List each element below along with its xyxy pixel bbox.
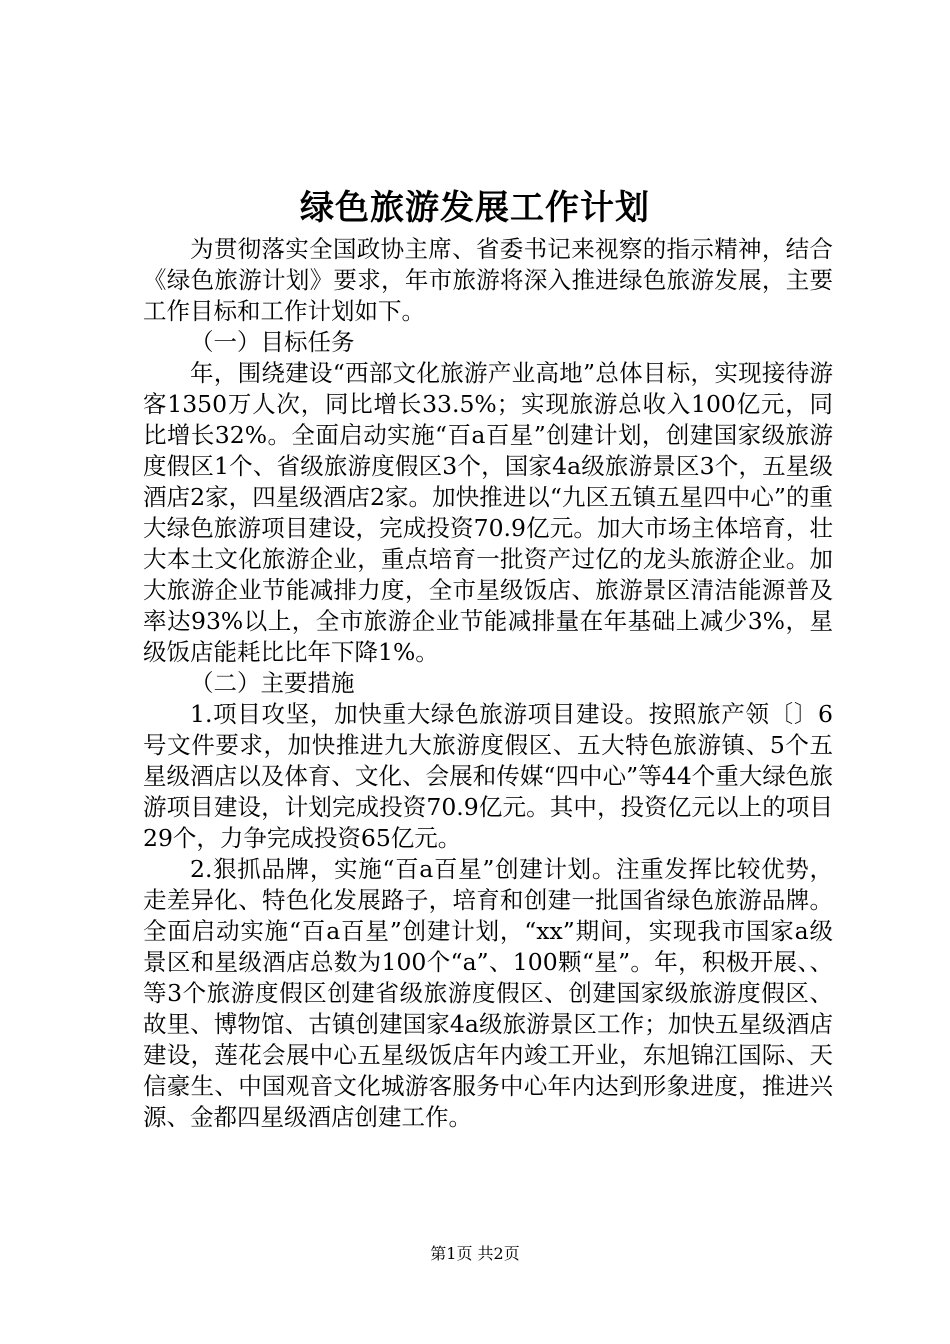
document-body	[143, 234, 833, 1133]
section-heading-measures: （二）主要措施	[190, 669, 355, 697]
document-title: 绿色旅游发展工作计划	[300, 188, 650, 228]
goals-paragraph: 年，围绕建设“西部文化旅游产业高地”总体目标，实现接待游客1350万人次，同比增长33.5%；实现旅游总收入100亿元，同比增长32%。全面启动实施“百a百星”创建计划，创建国家级旅游度假区1个、省级旅游度假区3个，国家4a级旅游景区3个，五星级酒店2家，四星级酒店2家。加快推进以“九区五镇五星四中心”的重大绿色旅游项目建设，完成投资70.9亿元。加大市场主体培育，壮大本土文化旅游企业，重点培育一批资产过亿的龙头旅游企业。加大旅游企业节能减排力度，全市星级饭店、旅游景区清洁能源普及率达93%以上，全市旅游企业节能减排量在年基础上减少3%，星级饭店能耗比比年下降1%。	[143, 359, 833, 666]
page-footer: 第1页 共2页	[430, 1244, 520, 1263]
measure-paragraph-2: 2.狠抓品牌，实施“百a百星”创建计划。注重发挥比较优势，走差异化、特色化发展路子，培育和创建一批国省绿色旅游品牌。全面启动实施“百a百星”创建计划，“xx”期间，实现我市国家a级景区和星级酒店总数为100个“a”、100颗“星”。年，积极开展、、等3个旅游度假区创建省级旅游度假区、创建国家级旅游度假区、故里、博物馆、古镇创建国家4a级旅游景区工作；加快五星级酒店建设，莲花会展中心五星级饭店年内竣工开业，东旭锦江国际、天信豪生、中国观音文化城游客服务中心年内达到形象进度，推进兴源、金都四星级酒店创建工作。	[143, 855, 833, 1131]
measure-paragraph-1: 1.项目攻坚，加快重大绿色旅游项目建设。按照旅产领〔〕6号文件要求，加快推进九大旅游度假区、五大特色旅游镇、5个五星级酒店以及体育、文化、会展和传媒“四中心”等44个重大绿色旅游项目建设，计划完成投资70.9亿元。其中，投资亿元以上的项目29个，力争完成投资65亿元。	[143, 700, 833, 852]
section-heading-goals: （一）目标任务	[190, 328, 355, 356]
intro-paragraph: 为贯彻落实全国政协主席、省委书记来视察的指示精神，结合《绿色旅游计划》要求，年市旅游将深入推进绿色旅游发展，主要工作目标和工作计划如下。	[143, 235, 833, 325]
